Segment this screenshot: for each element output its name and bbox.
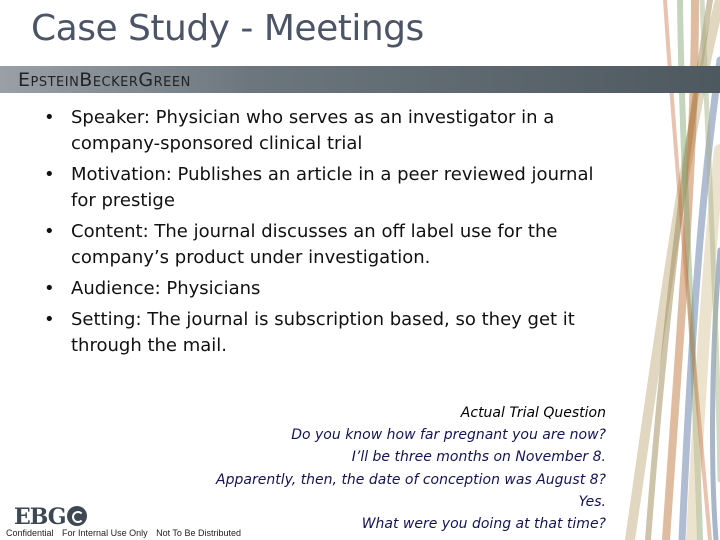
trial-question-line: Do you know how far pregnant you are now?: [291, 427, 606, 444]
bullet-text: Audience: Physicians: [71, 278, 261, 299]
bullet-marker: •: [44, 278, 55, 299]
brand-logo-text: EpsteinBeckerGreen: [18, 69, 191, 91]
brand-bar: [0, 66, 720, 93]
list-item: [44, 162, 604, 214]
ebg-logo-mark-icon: [67, 506, 87, 526]
bullet-marker: •: [44, 221, 55, 242]
slide-title: Case Study - Meetings: [31, 8, 424, 49]
footer-distribution: Not To Be Distributed: [156, 528, 241, 538]
bullet-marker: •: [44, 309, 55, 330]
bullet-text: Motivation: Publishes an article in a peer reviewed journal for prestige: [71, 164, 594, 211]
list-item: [44, 219, 604, 271]
footer-internal: For Internal Use Only: [62, 528, 148, 538]
bullet-marker: •: [44, 107, 55, 128]
trial-question-box: [216, 402, 606, 535]
bullet-text: Speaker: Physician who serves as an investigator in a company-sponsored clinical trial: [71, 107, 555, 154]
bullet-list: [44, 105, 604, 364]
footer-notice: [6, 528, 241, 538]
trial-question-title: Actual Trial Question: [460, 405, 606, 421]
trial-question-line: What were you doing at that time?: [361, 516, 606, 533]
list-item: [44, 105, 604, 157]
trial-question-line: Apparently, then, the date of conception was August 8?: [216, 471, 606, 488]
trial-question-line: I’ll be three months on November 8.: [351, 449, 606, 466]
bullet-text: Setting: The journal is subscription based, so they get it through the mail.: [71, 309, 575, 356]
footer-confidential: Confidential: [6, 528, 54, 538]
bullet-marker: •: [44, 164, 55, 185]
bullet-text: Content: The journal discusses an off label use for the company’s product under investigation.: [71, 221, 558, 268]
ebg-logo: [14, 504, 87, 530]
list-item: [44, 276, 604, 302]
list-item: [44, 307, 604, 359]
trial-question-line: Yes.: [578, 493, 606, 510]
ebg-logo-text: EBG: [14, 504, 66, 530]
